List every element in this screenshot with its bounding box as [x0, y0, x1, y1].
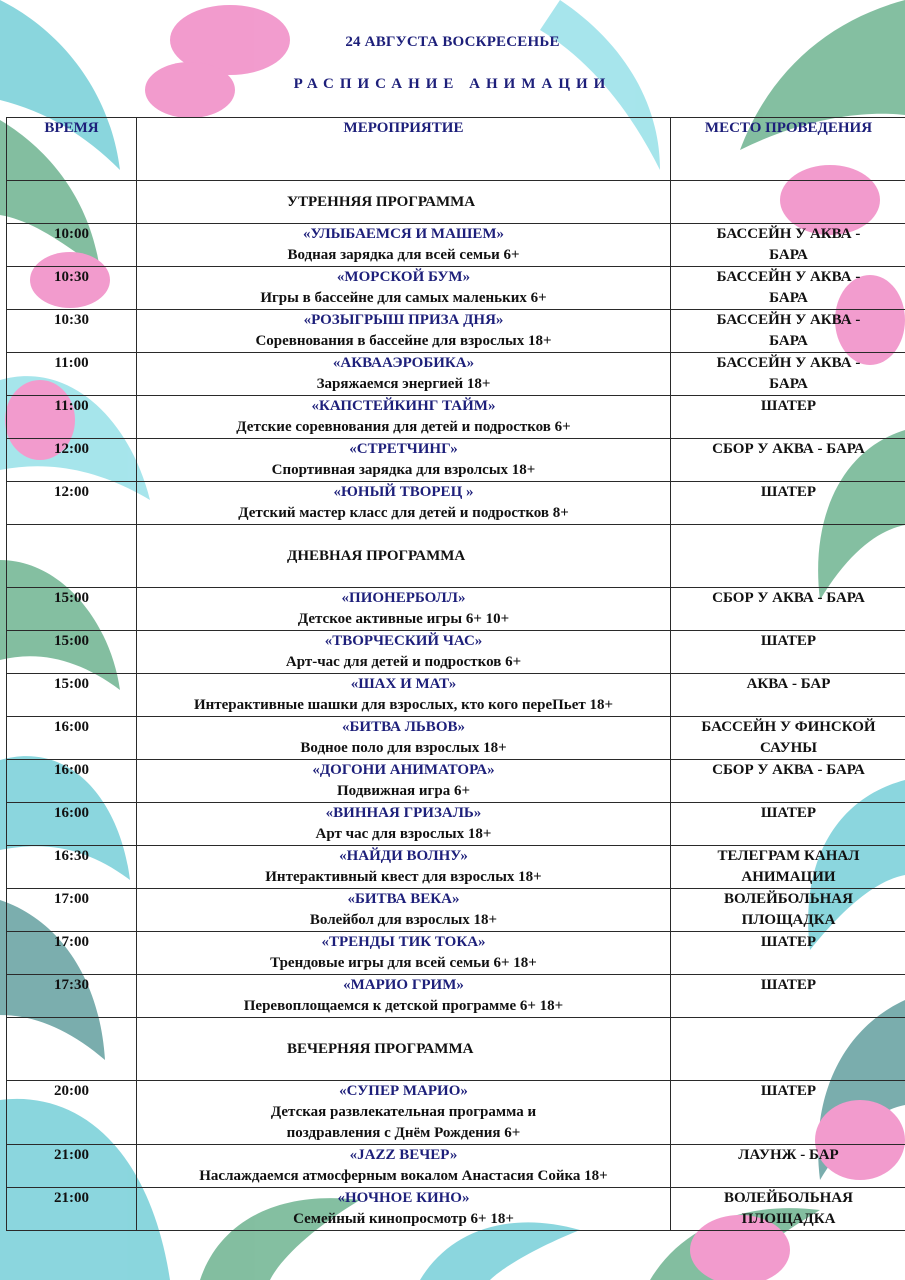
schedule-title: РАСПИСАНИЕ АНИМАЦИИ — [293, 76, 612, 92]
event-time: 15:00 — [7, 631, 137, 674]
event-description: Перевоплощаемся к детской программе 6+ 18+ — [243, 998, 564, 1014]
event-place-text: СБОР У АКВА - БАРА — [712, 441, 865, 457]
section-time-cell — [7, 181, 137, 224]
event-description: Соревнования в бассейне для взрослых 18+ — [255, 333, 552, 349]
event-place — [671, 1081, 905, 1145]
event-name: «ШАХ И МАТ» — [350, 676, 457, 692]
table-row — [7, 353, 905, 396]
event-time: 15:00 — [7, 674, 137, 717]
table-row — [7, 975, 905, 1018]
event-cell — [137, 267, 671, 310]
event-description: Детские соревнования для детей и подростков 6+ — [236, 419, 571, 435]
event-description: Волейбол для взрослых 18+ — [309, 912, 498, 928]
event-place-text: ЛАУНЖ - БАР — [738, 1147, 839, 1163]
event-place-text: ШАТЕР — [760, 398, 817, 414]
table-row — [7, 631, 905, 674]
table-row — [7, 674, 905, 717]
event-place-text: БАССЕЙН У ФИНСКОЙ САУНЫ — [701, 719, 876, 756]
event-description: Интерактивный квест для взрослых 18+ — [265, 869, 542, 885]
section-title: УТРЕННЯЯ ПРОГРАММА — [137, 181, 671, 224]
section-row — [7, 1018, 905, 1081]
event-place-text: БАССЕЙН У АКВА - БАРА — [716, 312, 861, 349]
event-description: Заряжаемся энергией 18+ — [316, 376, 491, 392]
event-time: 17:00 — [7, 889, 137, 932]
event-place-text: БАССЕЙН У АКВА - БАРА — [716, 269, 861, 306]
event-place — [671, 588, 905, 631]
event-cell — [137, 1188, 671, 1231]
event-description: Игры в бассейне для самых маленьких 6+ — [260, 290, 547, 306]
event-place-text: ШАТЕР — [760, 977, 817, 993]
event-place-text: СБОР У АКВА - БАРА — [712, 762, 865, 778]
event-name: «НАЙДИ ВОЛНУ» — [339, 848, 468, 864]
event-name: «МОРСКОЙ БУМ» — [336, 269, 471, 285]
event-place-text: ШАТЕР — [760, 633, 817, 649]
event-name: «ДОГОНИ АНИМАТОРА» — [312, 762, 495, 778]
event-cell — [137, 803, 671, 846]
section-row — [7, 525, 905, 588]
section-place-cell — [671, 1018, 905, 1081]
event-time: 17:00 — [7, 932, 137, 975]
event-name: «ВИННАЯ ГРИЗАЛЬ» — [325, 805, 482, 821]
table-row — [7, 717, 905, 760]
event-place-text: ТЕЛЕГРАМ КАНАЛ АНИМАЦИИ — [717, 848, 860, 885]
event-time: 21:00 — [7, 1188, 137, 1231]
table-row — [7, 1145, 905, 1188]
table-row — [7, 439, 905, 482]
table-row — [7, 846, 905, 889]
event-name: «БИТВА ВЕКА» — [347, 891, 460, 907]
table-row — [7, 932, 905, 975]
event-place-text: СБОР У АКВА - БАРА — [712, 590, 865, 606]
table-header-row — [7, 118, 905, 181]
event-place — [671, 717, 905, 760]
event-name: «МАРИО ГРИМ» — [343, 977, 464, 993]
table-row — [7, 588, 905, 631]
event-name: «БИТВА ЛЬВОВ» — [341, 719, 465, 735]
event-description: Арт-час для детей и подростков 6+ — [285, 654, 522, 670]
event-time: 17:30 — [7, 975, 137, 1018]
event-description: Интерактивные шашки для взрослых, кто кого переПьет 18+ — [193, 697, 614, 713]
section-row — [7, 181, 905, 224]
event-place-text: БАССЕЙН У АКВА - БАРА — [716, 226, 861, 263]
event-name: «КАПСТЕЙКИНГ ТАЙМ» — [311, 398, 496, 414]
event-place-text: АКВА - БАР — [746, 676, 831, 692]
event-description: Подвижная игра 6+ — [336, 783, 471, 799]
column-header-event: МЕРОПРИЯТИЕ — [137, 118, 671, 181]
event-description: Семейный кинопросмотр 6+ 18+ — [293, 1211, 514, 1227]
event-name: «СУПЕР МАРИО» — [339, 1083, 468, 1099]
event-place — [671, 631, 905, 674]
event-place — [671, 803, 905, 846]
schedule-table — [6, 117, 905, 1231]
event-cell — [137, 310, 671, 353]
event-cell — [137, 439, 671, 482]
event-place — [671, 439, 905, 482]
event-time: 21:00 — [7, 1145, 137, 1188]
section-time-cell — [7, 525, 137, 588]
event-place-text: БАССЕЙН У АКВА - БАРА — [716, 355, 861, 392]
event-time: 16:00 — [7, 760, 137, 803]
event-time: 10:30 — [7, 310, 137, 353]
table-row — [7, 889, 905, 932]
event-place-text: ШАТЕР — [760, 934, 817, 950]
event-place — [671, 396, 905, 439]
event-place-text: ШАТЕР — [760, 484, 817, 500]
event-name: «СТРЕТЧИНГ» — [349, 441, 458, 457]
column-header-time: ВРЕМЯ — [7, 118, 137, 181]
event-cell — [137, 932, 671, 975]
event-time: 12:00 — [7, 439, 137, 482]
event-place — [671, 224, 905, 267]
event-name: «АКВААЭРОБИКА» — [332, 355, 475, 371]
table-row — [7, 1081, 905, 1145]
section-title: ДНЕВНАЯ ПРОГРАММА — [137, 525, 671, 588]
table-row — [7, 482, 905, 525]
event-name: «ПИОНЕРБОЛЛ» — [341, 590, 466, 606]
event-cell — [137, 1145, 671, 1188]
event-name: «ТРЕНДЫ ТИК ТОКА» — [321, 934, 486, 950]
event-description: Детская развлекательная программа и поздравления с Днём Рождения 6+ — [270, 1104, 537, 1141]
event-place — [671, 310, 905, 353]
event-place — [671, 482, 905, 525]
event-place — [671, 674, 905, 717]
event-cell — [137, 674, 671, 717]
event-place — [671, 267, 905, 310]
table-row — [7, 310, 905, 353]
event-cell — [137, 396, 671, 439]
table-row — [7, 224, 905, 267]
event-name: «НОЧНОЕ КИНО» — [337, 1190, 470, 1206]
event-time: 11:00 — [7, 396, 137, 439]
event-place — [671, 1188, 905, 1231]
event-time: 16:30 — [7, 846, 137, 889]
event-place — [671, 889, 905, 932]
event-place-text: ВОЛЕЙБОЛЬНАЯ ПЛОЩАДКА — [724, 891, 853, 928]
event-name: «JAZZ ВЕЧЕР» — [349, 1147, 458, 1163]
table-row — [7, 396, 905, 439]
event-time: 11:00 — [7, 353, 137, 396]
event-time: 16:00 — [7, 717, 137, 760]
event-cell — [137, 846, 671, 889]
event-place — [671, 353, 905, 396]
section-title: ВЕЧЕРНЯЯ ПРОГРАММА — [137, 1018, 671, 1081]
event-description: Арт час для взрослых 18+ — [315, 826, 492, 842]
event-place — [671, 975, 905, 1018]
event-time: 16:00 — [7, 803, 137, 846]
event-cell — [137, 224, 671, 267]
event-description: Детское активные игры 6+ 10+ — [297, 611, 510, 627]
event-cell — [137, 588, 671, 631]
event-name: «УЛЫБАЕМСЯ И МАШЕМ» — [302, 226, 505, 242]
event-time: 10:00 — [7, 224, 137, 267]
event-cell — [137, 760, 671, 803]
event-cell — [137, 1081, 671, 1145]
event-cell — [137, 482, 671, 525]
table-row — [7, 1188, 905, 1231]
event-description: Детский мастер класс для детей и подростков 8+ — [238, 505, 569, 521]
event-time: 12:00 — [7, 482, 137, 525]
event-time: 10:30 — [7, 267, 137, 310]
event-description: Водное поло для взрослых 18+ — [300, 740, 507, 756]
event-place — [671, 760, 905, 803]
event-place — [671, 1145, 905, 1188]
table-row — [7, 267, 905, 310]
event-place-text: ШАТЕР — [760, 805, 817, 821]
event-cell — [137, 975, 671, 1018]
event-cell — [137, 717, 671, 760]
event-cell — [137, 889, 671, 932]
event-place-text: ШАТЕР — [760, 1083, 817, 1099]
event-description: Наслаждаемся атмосферным вокалом Анастасия Сойка 18+ — [199, 1168, 608, 1184]
event-description: Трендовые игры для всей семьи 6+ 18+ — [270, 955, 537, 971]
event-time: 15:00 — [7, 588, 137, 631]
event-place-text: ВОЛЕЙБОЛЬНАЯ ПЛОЩАДКА — [724, 1190, 853, 1227]
event-description: Водная зарядка для всей семьи 6+ — [287, 247, 520, 263]
table-row — [7, 803, 905, 846]
event-time: 20:00 — [7, 1081, 137, 1145]
event-cell — [137, 631, 671, 674]
section-place-cell — [671, 525, 905, 588]
event-cell — [137, 353, 671, 396]
section-place-cell — [671, 181, 905, 224]
column-header-place: МЕСТО ПРОВЕДЕНИЯ — [671, 118, 905, 181]
event-name: «РОЗЫГРЫШ ПРИЗА ДНЯ» — [303, 312, 504, 328]
event-description: Спортивная зарядка для взролсых 18+ — [271, 462, 536, 478]
event-place — [671, 932, 905, 975]
schedule-date: 24 АВГУСТА ВОСКРЕСЕНЬЕ — [345, 34, 560, 50]
event-name: «ЮНЫЙ ТВОРЕЦ » — [333, 484, 474, 500]
event-name: «ТВОРЧЕСКИЙ ЧАС» — [324, 633, 483, 649]
section-time-cell — [7, 1018, 137, 1081]
event-place — [671, 846, 905, 889]
table-row — [7, 760, 905, 803]
